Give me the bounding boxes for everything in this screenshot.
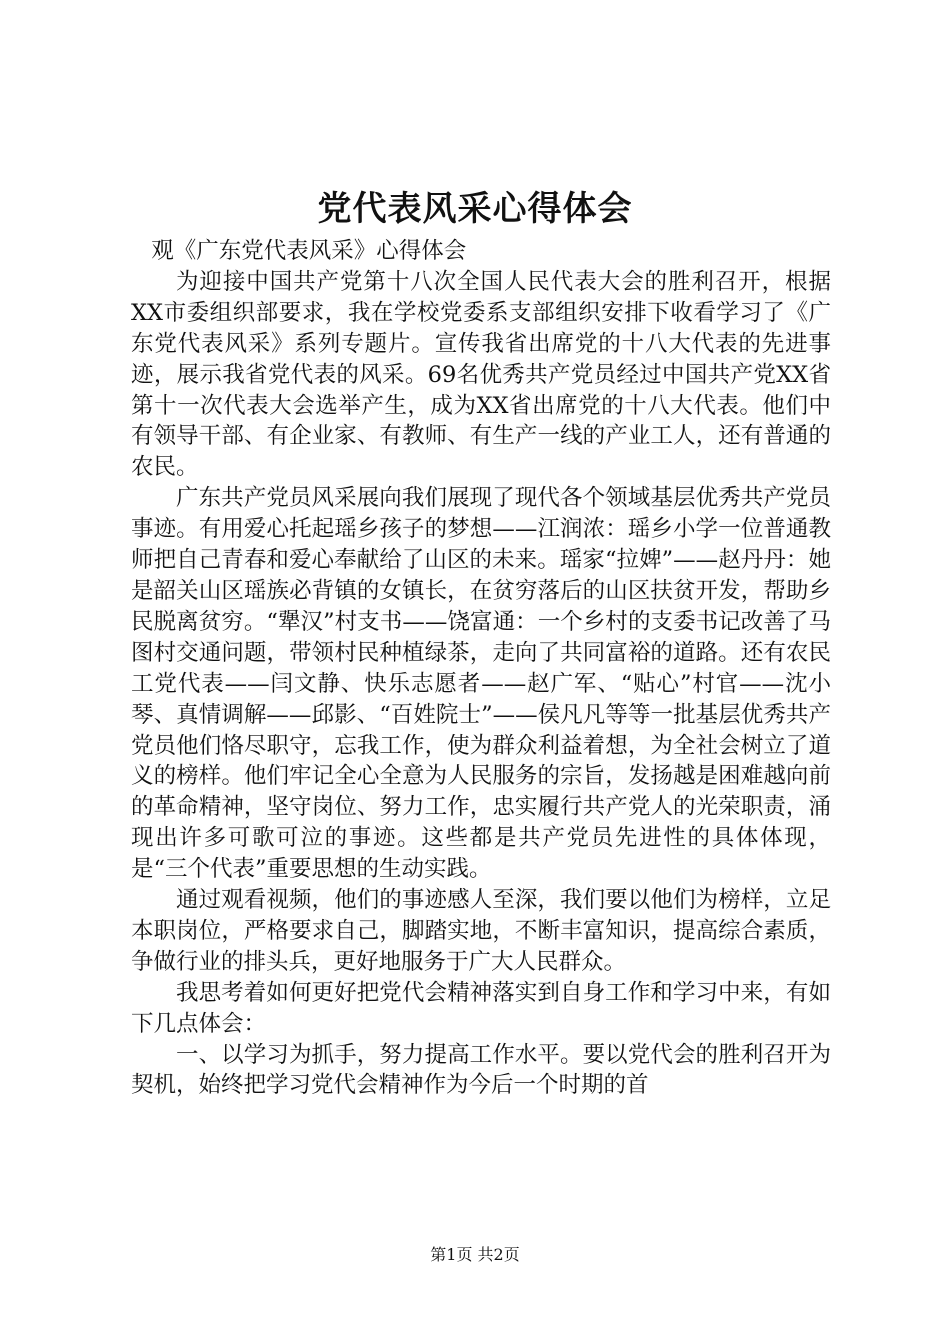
- document-body: [131, 236, 831, 1101]
- paragraph-subtitle: 观《广东党代表风采》心得体会: [151, 238, 467, 264]
- page-title: 党代表风采心得体会: [317, 189, 633, 229]
- paragraph: 为迎接中国共产党第十八次全国人民代表大会的胜利召开，根据XX市委组织部要求，我在学校党委系支部组织安排下收看学习了《广东党代表风采》系列专题片。宣传我省出席党的十八大代表的先进事迹，展示我省党代表的风采。69名优秀共产党员经过中国共产党XX省第十一次代表大会选举产生，成为XX省出席党的十八大代表。他们中有领导干部、有企业家、有教师、有生产一线的产业工人，还有普通的农民。: [131, 268, 831, 481]
- paragraph: 通过观看视频，他们的事迹感人至深，我们要以他们为榜样，立足本职岗位，严格要求自己，脚踏实地，不断丰富知识，提高综合素质，争做行业的排头兵，更好地服务于广大人民群众。: [131, 887, 831, 975]
- paragraph: 广东共产党员风采展向我们展现了现代各个领域基层优秀共产党员事迹。有用爱心托起瑶乡孩子的梦想——江润浓：瑶乡小学一位普通教师把自己青春和爱心奉献给了山区的未来。瑶家“拉婢”——赵丹丹：她是韶关山区瑶族必背镇的女镇长，在贫穷落后的山区扶贫开发，帮助乡民脱离贫穷。“犟汉”村支书——饶富通：一个乡村的支委书记改善了马图村交通问题，带领村民种植绿茶，走向了共同富裕的道路。还有农民工党代表——闫文静、快乐志愿者——赵广军、“贴心”村官——沈小琴、真情调解——邱影、“百姓院士”——侯凡凡等等一批基层优秀共产党员他们恪尽职守，忘我工作，使为群众利益着想，为全社会树立了道义的榜样。他们牢记全心全意为人民服务的宗旨，发扬越是困难越向前的革命精神，坚守岗位、努力工作，忠实履行共产党人的光荣职责，涌现出许多可歌可泣的事迹。这些都是共产党员先进性的具体体现，是“三个代表”重要思想的生动实践。: [131, 485, 831, 883]
- page-footer: 第1页 共2页: [430, 1245, 520, 1264]
- paragraph: 我思考着如何更好把党代会精神落实到自身工作和学习中来，有如下几点体会：: [131, 979, 831, 1037]
- paragraph: 一、以学习为抓手，努力提高工作水平。要以党代会的胜利召开为契机，始终把学习党代会精神作为今后一个时期的首: [131, 1041, 831, 1099]
